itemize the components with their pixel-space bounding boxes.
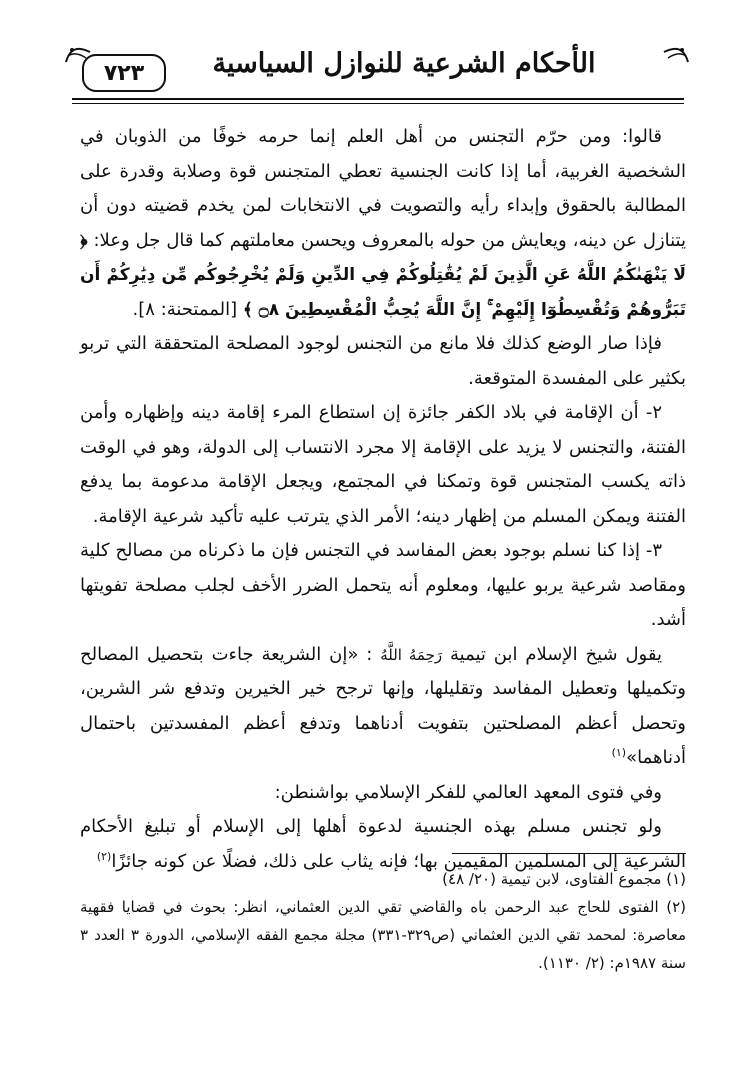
footnote-1: (١) مجموع الفتاوى، لابن تيمية (٢٠/ ٤٨) <box>442 870 686 888</box>
header-rule <box>72 98 684 100</box>
book-title: الأحكام الشرعية للنوازل السياسية <box>212 48 596 79</box>
paragraph <box>80 120 686 327</box>
ornament-icon <box>662 42 690 66</box>
paragraph: فإذا صار الوضع كذلك فلا مانع من التجنس لوجود المصلحة المتحققة التي تربو بكثير على المفسدة المتوقعة. <box>80 333 686 389</box>
paragraph-text: قالوا: ومن حرّم التجنس من أهل العلم إنما حرمه خوفًا من الذوبان في الشخصية الغربية، أما إذا كانت الجنسية تعطي المتجنس قوة وصلابة وقدرة على المطالبة بالحقوق وإبداء رأيه والتصويت في الانتخابات لمن يخدم قضيته دون أن يتنازل عن دينه، ويعايش من حوله بالمعروف ويحسن معاملتهم كما قال جل وعلا: <box>80 126 686 251</box>
quran-verse: ﴿ لَا يَنْهَىٰكُمُ اللَّهُ عَنِ الَّذِينَ لَمْ يُقَٰتِلُوكُمْ فِي الدِّينِ وَلَمْ يُخْرِجُوكُم مِّن دِيَٰرِكُمْ أَن تَبَرُّوهُمْ وَتُقْسِطُوٓا إِلَيْهِمْ ۚ إِنَّ اللَّهَ يُحِبُّ الْمُقْسِطِينَ ۝٨ ﴾ <box>80 230 686 320</box>
header-rule-thin <box>72 103 684 104</box>
footnote-2: (٢) الفتوى للحاج عبد الرحمن باه والقاضي تقي الدين العثماني، انظر: بحوث في قضايا فقهية معاصرة: لمحمد تقي الدين العثماني (ص٣٢٩-٣٣١) مجلة مجمع الفقه الإسلامي، الدورة ٣ العدد ٣ سنة ١٩٨٧م: (٢/ ١١٣٠). <box>80 898 686 972</box>
quote-text: : «إن الشريعة جاءت بتحصيل المصالح وتكميلها وتعطيل المفاسد وتقليلها، وإنها ترجح خير الخيرين وتدفع شر الشرين، وتحصل أعظم المصلحتين بتفويت أدناهما وتدفع أعظم المفسدتين باحتمال أدناهما» <box>80 643 686 768</box>
paragraph-text: ولو تجنس مسلم بهذه الجنسية لدعوة أهلها إلى الإسلام أو تبليغ الأحكام الشرعية إلى المسلمين المقيمين بها؛ فإنه يثاب على ذلك، فضلًا عن كونه جائزًا <box>80 816 686 872</box>
footnote-rule <box>452 853 686 854</box>
paragraph: وفي فتوى المعهد العالمي للفكر الإسلامي بواشنطن: <box>274 781 662 803</box>
page-number: ٧٢٣ <box>82 54 166 92</box>
page-header <box>72 42 684 108</box>
paragraph: ٢- أن الإقامة في بلاد الكفر جائزة إن استطاع المرء إقامة دينه وإظهاره وأمن الفتنة، والتجنس لا يزيد على الإقامة إلا مجرد الانتساب إلى الدولة، وهو في الوقت ذاته يكسب المتجنس قوة وتمكنا في المجتمع، ويجعل الإقامة مدعومة بما يدفع الفتنة ويمكن المسلم من إظهار دينه؛ الأمر الذي يترتب عليه تأكيد شرعية الإقامة. <box>80 402 686 527</box>
footnote-ref: (٢) <box>96 849 112 863</box>
honorific: رَحِمَهُ اللَّهُ <box>380 645 443 664</box>
footnotes <box>80 865 686 977</box>
paragraph: ٣- إذا كنا نسلم بوجود بعض المفاسد في التجنس فإن ما ذكرناه من مصالح كلية ومقاصد شرعية يربو عليها، ومعلوم أنه يتحمل الضرر الأخف لجلب مصلحة تفويتها أشد. <box>80 540 686 630</box>
footnote-ref: (١) <box>611 746 627 759</box>
verse-citation: [الممتحنة: ٨]. <box>132 298 238 320</box>
quote-intro: يقول شيخ الإسلام ابن تيمية <box>449 643 662 665</box>
paragraph <box>80 638 686 776</box>
main-text <box>80 120 686 879</box>
